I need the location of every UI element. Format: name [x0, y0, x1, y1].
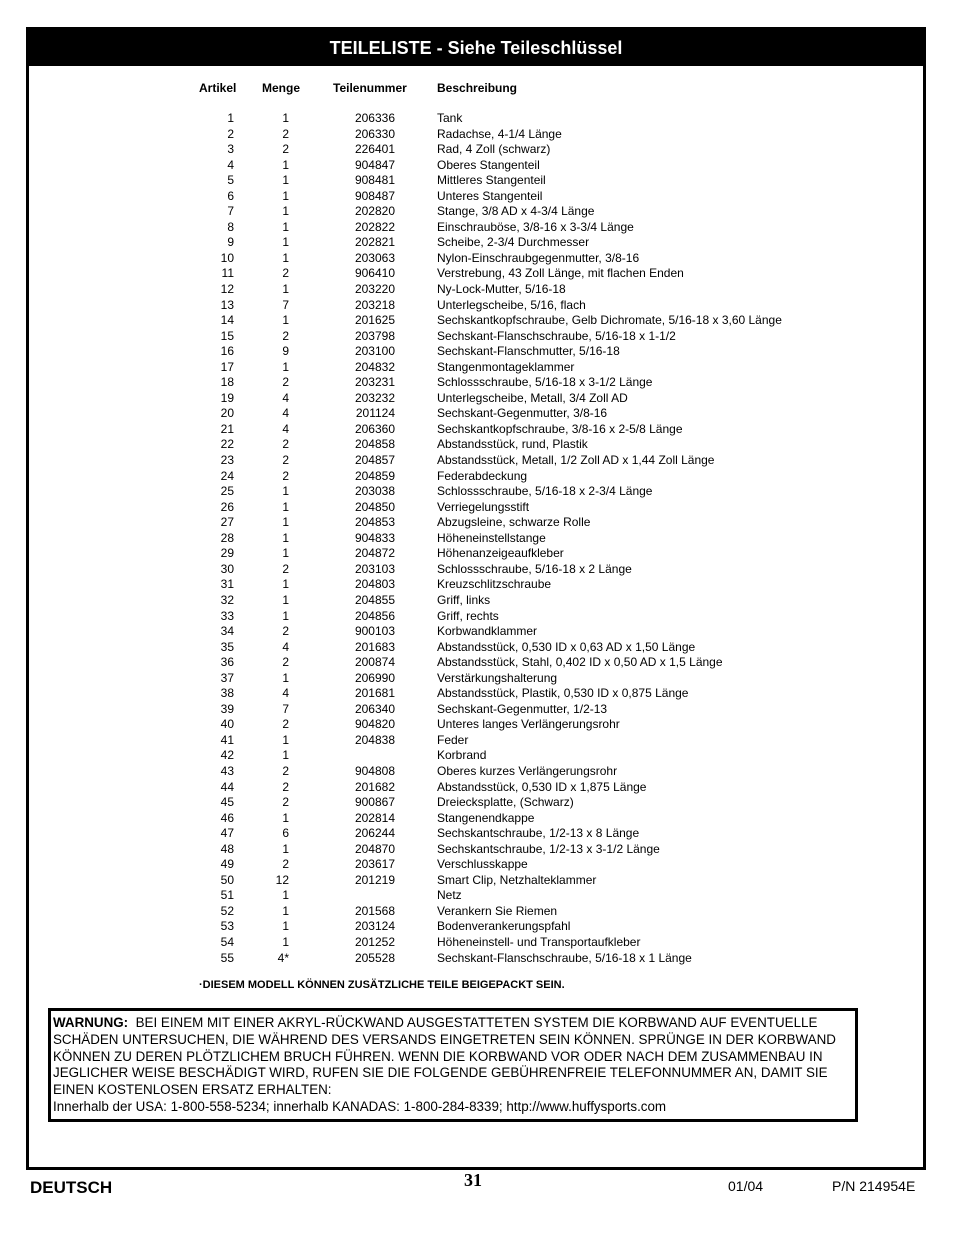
part-quantity: 1	[282, 219, 289, 234]
part-article: 14	[220, 313, 234, 328]
part-article: 29	[220, 546, 234, 561]
part-number: 206990	[354, 670, 395, 685]
part-article: 20	[220, 406, 234, 421]
part-quantity: 1	[282, 592, 289, 607]
part-description: Sechskant-Flanschmutter, 5/16-18	[437, 344, 620, 359]
part-article: 21	[220, 421, 234, 436]
part-number: 203124	[354, 919, 395, 934]
part-number: 206340	[354, 701, 395, 716]
part-article: 40	[220, 717, 234, 732]
table-row	[29, 375, 923, 391]
table-row	[29, 189, 923, 205]
part-quantity: 9	[282, 344, 289, 359]
table-row	[29, 329, 923, 345]
part-number: 203798	[354, 328, 395, 343]
part-description: Oberes Stangenteil	[437, 157, 540, 172]
part-number: 204870	[354, 841, 395, 856]
part-number: 204857	[354, 453, 395, 468]
part-quantity: 1	[282, 903, 289, 918]
part-description: Verstrebung, 43 Zoll Länge, mit flachen Enden	[437, 266, 684, 281]
part-article: 52	[220, 903, 234, 918]
part-number: 204853	[354, 515, 395, 530]
table-row	[29, 204, 923, 220]
page-number: 31	[464, 1170, 482, 1190]
part-description: Sechskantkopfschraube, 3/8-16 x 2-5/8 Länge	[437, 421, 683, 436]
table-row	[29, 717, 923, 733]
part-article: 41	[220, 732, 234, 747]
warning-box	[48, 1008, 858, 1122]
parts-table	[29, 111, 923, 966]
part-quantity: 7	[282, 701, 289, 716]
part-description: Kreuzschlitzschraube	[437, 577, 552, 592]
table-row	[29, 686, 923, 702]
table-row	[29, 220, 923, 236]
part-number: 203231	[354, 375, 395, 390]
part-quantity: 12	[275, 872, 289, 887]
table-row	[29, 671, 923, 687]
part-description: Abstandsstück, Plastik, 0,530 ID x 0,875 Länge	[437, 686, 689, 701]
part-quantity: 2	[282, 453, 289, 468]
part-article: 50	[220, 872, 234, 887]
part-article: 47	[220, 826, 234, 841]
table-row	[29, 251, 923, 267]
table-row	[29, 640, 923, 656]
table-row	[29, 111, 923, 127]
part-number: 201124	[355, 406, 395, 421]
part-description: Stangenendkappe	[437, 810, 535, 825]
table-row	[29, 811, 923, 827]
table-row	[29, 391, 923, 407]
part-number: 201681	[354, 686, 395, 701]
part-article: 28	[220, 530, 234, 545]
part-article: 48	[220, 841, 234, 856]
part-description: Mittleres Stangenteil	[437, 173, 546, 188]
part-quantity: 2	[282, 624, 289, 639]
table-row	[29, 344, 923, 360]
table-row	[29, 826, 923, 842]
part-number: 204858	[354, 437, 395, 452]
part-quantity: 2	[282, 468, 289, 483]
part-number: 908481	[354, 173, 395, 188]
part-number: 206244	[354, 826, 395, 841]
part-quantity: 1	[282, 499, 289, 514]
part-article: 18	[220, 375, 234, 390]
table-row	[29, 142, 923, 158]
warning-text: BEI EINEM MIT EINER AKRYL-RÜCKWAND AUSGESTATTETEN SYSTEM DIE KORBWAND AUF EVENTUELLE SCHÄDEN UNTERSUCHEN, DIE WÄHREND DES VERSANDS EINGETRETEN SEIN KÖNNEN. SPRÜNGE IN DER KORBWAND KÖNNEN ZU DEREN PLÖTZLICHEM BRUCH FÜHREN. WENN DIE KORBWAND VOR ODER NACH DEM ZUSAMMENBAU IN JEGLICHER WEISE BESCHÄDIGT WIRD, RUFEN SIE DIE FOLGENDE GEBÜHRENFREIE TELEFONNUMMER AN, DAMIT SIE EINEN KOSTENLOSEN ERSATZ ERHALTEN:	[53, 1015, 836, 1098]
part-number: 904808	[354, 763, 395, 778]
part-description: Abstandsstück, 0,530 ID x 1,875 Länge	[437, 779, 647, 794]
part-number: 906410	[354, 266, 395, 281]
part-quantity: 2	[282, 763, 289, 778]
part-article: 22	[220, 437, 234, 452]
part-number: 204872	[354, 546, 395, 561]
part-number: 204838	[354, 732, 395, 747]
part-number: 203063	[354, 250, 395, 265]
part-quantity: 2	[282, 655, 289, 670]
part-article: 32	[220, 592, 234, 607]
part-quantity: 2	[282, 126, 289, 141]
table-row	[29, 842, 923, 858]
table-row	[29, 235, 923, 251]
part-quantity: 2	[282, 437, 289, 452]
part-article: 24	[220, 468, 234, 483]
part-description: Unteres langes Verlängerungsrohr	[437, 717, 620, 732]
part-quantity: 2	[282, 266, 289, 281]
header-part-number: Teilenummer	[333, 81, 407, 95]
part-number: 203220	[354, 282, 395, 297]
part-quantity: 2	[282, 561, 289, 576]
part-description: Sechskant-Flanschschraube, 5/16-18 x 1-1/2	[437, 328, 676, 343]
part-description: Bodenverankerungspfahl	[437, 919, 571, 934]
part-description: Einschrauböse, 3/8-16 x 3-3/4 Länge	[437, 219, 634, 234]
part-article: 43	[220, 763, 234, 778]
part-number: 201625	[354, 313, 395, 328]
part-article: 25	[220, 484, 234, 499]
part-quantity: 1	[282, 888, 289, 903]
part-article: 13	[220, 297, 234, 312]
part-description: Abstandsstück, Metall, 1/2 Zoll AD x 1,44 Zoll Länge	[437, 453, 715, 468]
table-row	[29, 158, 923, 174]
part-description: Oberes kurzes Verlängerungsrohr	[437, 763, 618, 778]
part-quantity: 2	[282, 779, 289, 794]
part-article: 17	[220, 359, 234, 374]
part-number: 203617	[354, 857, 395, 872]
part-quantity: 1	[282, 204, 289, 219]
table-row	[29, 562, 923, 578]
part-description: Federabdeckung	[437, 468, 528, 483]
part-quantity: 2	[282, 795, 289, 810]
footer-part-number: P/N 214954E	[832, 1178, 916, 1194]
part-quantity: 1	[282, 157, 289, 172]
part-quantity: 1	[282, 530, 289, 545]
part-number: 203103	[354, 561, 395, 576]
part-description: Schlossschraube, 5/16-18 x 2 Länge	[437, 561, 632, 576]
table-row	[29, 919, 923, 935]
part-quantity: 1	[282, 235, 289, 250]
part-article: 42	[220, 748, 234, 763]
part-number: 204803	[354, 577, 395, 592]
part-description: Sechskant-Gegenmutter, 3/8-16	[437, 406, 608, 421]
part-description: Abstandsstück, rund, Plastik	[437, 437, 588, 452]
part-quantity: 4*	[277, 950, 289, 965]
table-row	[29, 624, 923, 640]
part-article: 33	[220, 608, 234, 623]
part-quantity: 1	[282, 608, 289, 623]
part-number: 201219	[354, 872, 395, 887]
table-row	[29, 904, 923, 920]
part-description: Smart Clip, Netzhalteklammer	[437, 872, 597, 887]
part-article: 45	[220, 795, 234, 810]
part-quantity: 2	[282, 717, 289, 732]
part-article: 8	[227, 219, 234, 234]
part-description: Dreiecksplatte, (Schwarz)	[437, 795, 574, 810]
part-number: 206336	[354, 111, 395, 125]
part-description: Verriegelungsstift	[437, 499, 530, 514]
part-number: 202822	[354, 219, 395, 234]
part-number: 203100	[354, 344, 395, 359]
page-title: TEILELISTE - Siehe Teileschlüssel	[29, 30, 923, 66]
part-article: 2	[227, 126, 234, 141]
part-number: 204855	[354, 592, 395, 607]
table-row	[29, 593, 923, 609]
part-quantity: 1	[282, 515, 289, 530]
part-description: Unteres Stangenteil	[437, 188, 543, 203]
table-row	[29, 888, 923, 904]
table-row	[29, 453, 923, 469]
table-row	[29, 609, 923, 625]
part-description: Schlossschraube, 5/16-18 x 3-1/2 Länge	[437, 375, 653, 390]
part-description: Schlossschraube, 5/16-18 x 2-3/4 Länge	[437, 484, 653, 499]
header-description: Beschreibung	[437, 81, 518, 95]
part-description: Scheibe, 2-3/4 Durchmesser	[437, 235, 590, 250]
part-quantity: 1	[282, 748, 289, 763]
part-quantity: 6	[282, 826, 289, 841]
part-number: 206360	[354, 421, 395, 436]
part-article: 15	[220, 328, 234, 343]
warning-contact: Innerhalb der USA: 1-800-558-5234; innerhalb KANADAS: 1-800-284-8339; http://www.huffysports.com	[53, 1098, 667, 1114]
part-description: Höheneinstellstange	[437, 530, 546, 545]
part-article: 37	[220, 670, 234, 685]
part-article: 4	[227, 157, 234, 172]
part-description: Netz	[437, 888, 462, 903]
part-quantity: 1	[282, 173, 289, 188]
part-article: 12	[220, 282, 234, 297]
part-quantity: 1	[282, 313, 289, 328]
table-row	[29, 577, 923, 593]
part-article: 51	[220, 888, 234, 903]
part-number: 203218	[354, 297, 395, 312]
warning-label: WARNUNG:	[53, 1015, 129, 1030]
part-description: Abstandsstück, Stahl, 0,402 ID x 0,50 AD x 1,5 Länge	[437, 655, 723, 670]
table-row	[29, 951, 923, 967]
part-quantity: 1	[282, 934, 289, 949]
part-article: 36	[220, 655, 234, 670]
part-quantity: 1	[282, 188, 289, 203]
part-number: 908487	[354, 188, 395, 203]
part-number: 202821	[354, 235, 395, 250]
table-row	[29, 935, 923, 951]
table-row	[29, 531, 923, 547]
page-frame	[26, 27, 926, 1170]
part-article: 3	[227, 142, 234, 157]
part-article: 23	[220, 453, 234, 468]
part-description: Stange, 3/8 AD x 4-3/4 Länge	[437, 204, 595, 219]
part-article: 9	[227, 235, 234, 250]
part-number: 900867	[354, 795, 395, 810]
part-number: 226401	[354, 142, 395, 157]
part-description: Sechskantschraube, 1/2-13 x 3-1/2 Länge	[437, 841, 660, 856]
header-quantity: Menge	[262, 81, 301, 95]
part-quantity: 1	[282, 250, 289, 265]
part-article: 54	[220, 934, 234, 949]
part-number: 900103	[354, 624, 395, 639]
part-description: Ny-Lock-Mutter, 5/16-18	[437, 282, 566, 297]
footer-date: 01/04	[728, 1178, 764, 1194]
part-article: 35	[220, 639, 234, 654]
part-quantity: 1	[282, 670, 289, 685]
part-quantity: 4	[282, 686, 289, 701]
additional-parts-note: ·DIESEM MODELL KÖNNEN ZUSÄTZLICHE TEILE BEIGEPACKT SEIN.	[199, 979, 565, 991]
part-number: 203232	[354, 390, 395, 405]
part-article: 27	[220, 515, 234, 530]
part-quantity: 2	[282, 328, 289, 343]
table-row	[29, 282, 923, 298]
table-row	[29, 764, 923, 780]
part-number: 904833	[354, 530, 395, 545]
table-row	[29, 702, 923, 718]
part-quantity: 1	[282, 732, 289, 747]
table-row	[29, 360, 923, 376]
part-number: 202814	[354, 810, 395, 825]
part-article: 30	[220, 561, 234, 576]
table-row	[29, 795, 923, 811]
part-quantity: 1	[282, 841, 289, 856]
table-row	[29, 546, 923, 562]
part-quantity: 4	[282, 390, 289, 405]
table-row	[29, 655, 923, 671]
part-number: 204859	[354, 468, 395, 483]
part-article: 19	[220, 390, 234, 405]
part-description: Abstandsstück, 0,530 ID x 0,63 AD x 1,50 Länge	[437, 639, 696, 654]
part-article: 46	[220, 810, 234, 825]
part-description: Höheneinstell- und Transportaufkleber	[437, 934, 641, 949]
part-description: Rad, 4 Zoll (schwarz)	[437, 142, 551, 157]
part-description: Nylon-Einschraubgegenmutter, 3/8-16	[437, 250, 640, 265]
part-article: 49	[220, 857, 234, 872]
part-article: 38	[220, 686, 234, 701]
part-quantity: 1	[282, 111, 289, 125]
table-row	[29, 500, 923, 516]
part-description: Sechskant-Gegenmutter, 1/2-13	[437, 701, 608, 716]
part-quantity: 1	[282, 810, 289, 825]
table-row	[29, 437, 923, 453]
table-row	[29, 422, 923, 438]
table-row	[29, 406, 923, 422]
table-row	[29, 313, 923, 329]
part-quantity: 4	[282, 406, 289, 421]
part-number: 201683	[354, 639, 395, 654]
part-article: 55	[220, 950, 234, 965]
part-quantity: 7	[282, 297, 289, 312]
part-description: Feder	[437, 732, 469, 747]
part-number: 904820	[354, 717, 395, 732]
part-number: 204850	[354, 499, 395, 514]
part-description: Abzugsleine, schwarze Rolle	[437, 515, 591, 530]
part-description: Unterlegscheibe, 5/16, flach	[437, 297, 586, 312]
part-article: 31	[220, 577, 234, 592]
table-row	[29, 733, 923, 749]
part-quantity: 1	[282, 577, 289, 592]
part-description: Verstärkungshalterung	[437, 670, 558, 685]
table-row	[29, 298, 923, 314]
part-description: Griff, rechts	[437, 608, 499, 623]
part-quantity: 2	[282, 142, 289, 157]
part-number: 204832	[354, 359, 395, 374]
part-article: 16	[220, 344, 234, 359]
part-number: 201568	[354, 903, 395, 918]
table-row	[29, 469, 923, 485]
table-row	[29, 266, 923, 282]
part-article: 39	[220, 701, 234, 716]
part-number: 202820	[354, 204, 395, 219]
part-article: 7	[227, 204, 234, 219]
part-number: 201252	[354, 934, 395, 949]
table-row	[29, 173, 923, 189]
header-article: Artikel	[199, 81, 237, 95]
footer-language: DEUTSCH	[30, 1178, 113, 1197]
table-row	[29, 515, 923, 531]
part-quantity: 1	[282, 546, 289, 561]
part-number: 204856	[354, 608, 395, 623]
table-row	[29, 873, 923, 889]
part-description: Sechskant-Flanschschraube, 5/16-18 x 1 Länge	[437, 950, 692, 965]
part-number: 200874	[354, 655, 395, 670]
part-number: 205528	[354, 950, 395, 965]
part-number: 203038	[354, 484, 395, 499]
part-description: Sechskantkopfschraube, Gelb Dichromate, 5/16-18 x 3,60 Länge	[437, 313, 782, 328]
part-number: 201682	[354, 779, 395, 794]
part-quantity: 1	[282, 282, 289, 297]
part-description: Verschlusskappe	[437, 857, 528, 872]
part-quantity: 4	[282, 421, 289, 436]
part-quantity: 2	[282, 375, 289, 390]
table-row	[29, 484, 923, 500]
part-quantity: 1	[282, 359, 289, 374]
part-article: 10	[220, 250, 234, 265]
part-quantity: 2	[282, 857, 289, 872]
part-article: 11	[221, 266, 234, 281]
part-description: Stangenmontageklammer	[437, 359, 575, 374]
part-article: 26	[220, 499, 234, 514]
part-quantity: 1	[282, 484, 289, 499]
part-description: Korbwandklammer	[437, 624, 538, 639]
table-row	[29, 857, 923, 873]
part-article: 5	[227, 173, 234, 188]
part-number: 206330	[354, 126, 395, 141]
table-row	[29, 127, 923, 143]
part-description: Unterlegscheibe, Metall, 3/4 Zoll AD	[437, 390, 628, 405]
part-description: Korbrand	[437, 748, 487, 763]
part-article: 44	[220, 779, 234, 794]
part-description: Verankern Sie Riemen	[437, 903, 558, 918]
part-article: 34	[220, 624, 234, 639]
part-description: Radachse, 4-1/4 Länge	[437, 126, 562, 141]
part-quantity: 4	[282, 639, 289, 654]
part-description: Sechskantschraube, 1/2-13 x 8 Länge	[437, 826, 640, 841]
part-quantity: 1	[282, 919, 289, 934]
table-row	[29, 780, 923, 796]
part-description: Griff, links	[437, 592, 491, 607]
part-description: Tank	[437, 111, 463, 125]
part-article: 1	[227, 111, 234, 125]
table-row	[29, 748, 923, 764]
part-number: 904847	[354, 157, 395, 172]
part-article: 53	[220, 919, 234, 934]
part-description: Höhenanzeigeaufkleber	[437, 546, 564, 561]
part-article: 6	[227, 188, 234, 203]
